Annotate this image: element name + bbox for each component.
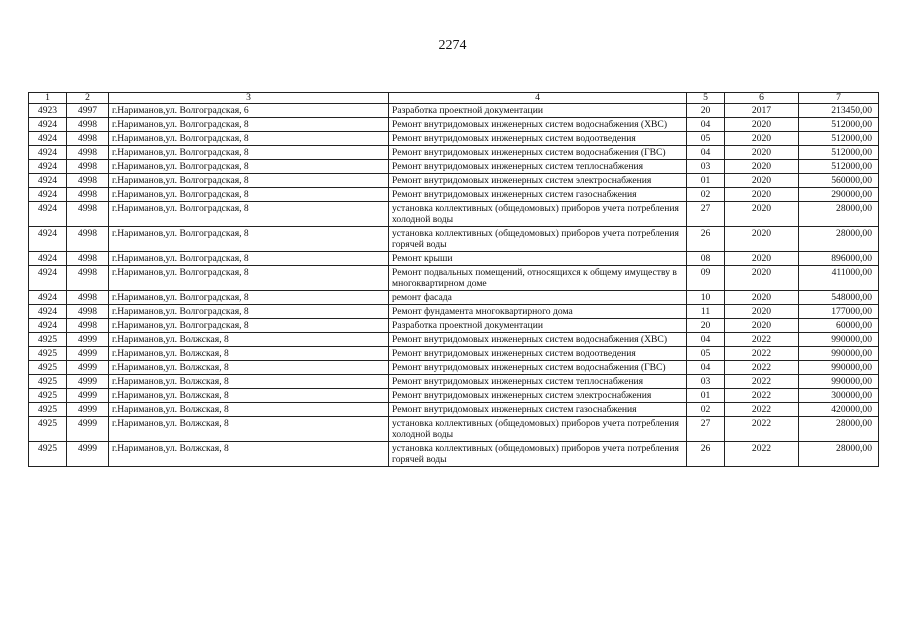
house-id-cell: 4998	[67, 319, 109, 333]
address-cell: г.Нариманов,ул. Волжская, 8	[109, 361, 389, 375]
year-cell: 2020	[725, 188, 799, 202]
work-type-cell: Ремонт внутридомовых инженерных систем водоснабжения (ГВС)	[389, 361, 687, 375]
table-body	[29, 104, 879, 467]
work-type-cell: Ремонт внутридомовых инженерных систем электроснабжения	[389, 174, 687, 188]
year-cell: 2022	[725, 333, 799, 347]
cost-cell: 512000,00	[799, 118, 879, 132]
work-code-cell: 04	[687, 118, 725, 132]
cost-cell: 213450,00	[799, 104, 879, 118]
address-cell: г.Нариманов,ул. Волгоградская, 8	[109, 305, 389, 319]
address-cell: г.Нариманов,ул. Волгоградская, 8	[109, 118, 389, 132]
house-id-cell: 4998	[67, 160, 109, 174]
cost-cell: 990000,00	[799, 375, 879, 389]
house-id-cell: 4999	[67, 442, 109, 467]
work-code-cell: 02	[687, 403, 725, 417]
work-code-cell: 03	[687, 160, 725, 174]
row-index-cell: 4924	[29, 174, 67, 188]
work-code-cell: 05	[687, 132, 725, 146]
row-index-cell: 4925	[29, 389, 67, 403]
cost-cell: 28000,00	[799, 442, 879, 467]
table-row	[29, 252, 879, 266]
year-cell: 2020	[725, 252, 799, 266]
address-cell: г.Нариманов,ул. Волжская, 8	[109, 333, 389, 347]
header-row	[29, 93, 879, 104]
cost-cell: 60000,00	[799, 319, 879, 333]
house-id-cell: 4997	[67, 104, 109, 118]
table-row	[29, 389, 879, 403]
work-type-cell: Ремонт внутридомовых инженерных систем теплоснабжения	[389, 375, 687, 389]
cost-cell: 990000,00	[799, 361, 879, 375]
year-cell: 2022	[725, 347, 799, 361]
table-row	[29, 403, 879, 417]
cost-cell: 177000,00	[799, 305, 879, 319]
row-index-cell: 4925	[29, 417, 67, 442]
work-code-cell: 27	[687, 417, 725, 442]
cost-cell: 990000,00	[799, 347, 879, 361]
address-cell: г.Нариманов,ул. Волгоградская, 8	[109, 252, 389, 266]
table-row	[29, 319, 879, 333]
work-code-cell: 04	[687, 361, 725, 375]
row-index-cell: 4924	[29, 146, 67, 160]
address-cell: г.Нариманов,ул. Волжская, 8	[109, 403, 389, 417]
table-row	[29, 174, 879, 188]
house-id-cell: 4998	[67, 146, 109, 160]
work-type-cell: Ремонт внутридомовых инженерных систем электроснабжения	[389, 389, 687, 403]
table-row	[29, 305, 879, 319]
address-cell: г.Нариманов,ул. Волгоградская, 6	[109, 104, 389, 118]
cost-cell: 300000,00	[799, 389, 879, 403]
house-id-cell: 4998	[67, 305, 109, 319]
row-index-cell: 4924	[29, 252, 67, 266]
year-cell: 2020	[725, 132, 799, 146]
row-index-cell: 4924	[29, 160, 67, 174]
table-row	[29, 375, 879, 389]
house-id-cell: 4998	[67, 132, 109, 146]
address-cell: г.Нариманов,ул. Волгоградская, 8	[109, 266, 389, 291]
work-type-cell: Ремонт внутридомовых инженерных систем газоснабжения	[389, 403, 687, 417]
year-cell: 2020	[725, 174, 799, 188]
work-type-cell: Ремонт внутридомовых инженерных систем газоснабжения	[389, 188, 687, 202]
year-cell: 2020	[725, 160, 799, 174]
row-index-cell: 4925	[29, 442, 67, 467]
row-index-cell: 4925	[29, 333, 67, 347]
work-code-cell: 04	[687, 333, 725, 347]
year-cell: 2020	[725, 118, 799, 132]
work-code-cell: 10	[687, 291, 725, 305]
work-type-cell: Ремонт внутридомовых инженерных систем водоснабжения (ХВС)	[389, 118, 687, 132]
work-code-cell: 27	[687, 202, 725, 227]
house-id-cell: 4999	[67, 389, 109, 403]
table-row	[29, 291, 879, 305]
address-cell: г.Нариманов,ул. Волжская, 8	[109, 375, 389, 389]
address-cell: г.Нариманов,ул. Волгоградская, 8	[109, 174, 389, 188]
house-id-cell: 4999	[67, 403, 109, 417]
house-id-cell: 4998	[67, 174, 109, 188]
year-cell: 2020	[725, 266, 799, 291]
table-row	[29, 227, 879, 252]
cost-cell: 28000,00	[799, 227, 879, 252]
row-index-cell: 4924	[29, 132, 67, 146]
address-cell: г.Нариманов,ул. Волгоградская, 8	[109, 202, 389, 227]
year-cell: 2022	[725, 417, 799, 442]
row-index-cell: 4925	[29, 361, 67, 375]
column-header: 5	[687, 93, 725, 104]
address-cell: г.Нариманов,ул. Волгоградская, 8	[109, 160, 389, 174]
row-index-cell: 4925	[29, 375, 67, 389]
work-type-cell: Ремонт подвальных помещений, относящихся к общему имуществу в многоквартирном доме	[389, 266, 687, 291]
cost-cell: 560000,00	[799, 174, 879, 188]
address-cell: г.Нариманов,ул. Волжская, 8	[109, 442, 389, 467]
table-row	[29, 442, 879, 467]
row-index-cell: 4925	[29, 403, 67, 417]
cost-cell: 28000,00	[799, 417, 879, 442]
table-row	[29, 146, 879, 160]
work-code-cell: 20	[687, 104, 725, 118]
house-id-cell: 4998	[67, 227, 109, 252]
cost-cell: 290000,00	[799, 188, 879, 202]
work-type-cell: Ремонт фундамента многоквартирного дома	[389, 305, 687, 319]
work-type-cell: Ремонт внутридомовых инженерных систем теплоснабжения	[389, 160, 687, 174]
house-id-cell: 4999	[67, 417, 109, 442]
table-row	[29, 347, 879, 361]
row-index-cell: 4924	[29, 305, 67, 319]
cost-cell: 512000,00	[799, 132, 879, 146]
work-type-cell: Ремонт внутридомовых инженерных систем водоснабжения (ГВС)	[389, 146, 687, 160]
work-code-cell: 26	[687, 227, 725, 252]
address-cell: г.Нариманов,ул. Волгоградская, 8	[109, 146, 389, 160]
work-code-cell: 09	[687, 266, 725, 291]
work-type-cell: Ремонт внутридомовых инженерных систем водоотведения	[389, 347, 687, 361]
house-id-cell: 4999	[67, 375, 109, 389]
address-cell: г.Нариманов,ул. Волжская, 8	[109, 417, 389, 442]
column-header: 1	[29, 93, 67, 104]
year-cell: 2017	[725, 104, 799, 118]
column-header: 7	[799, 93, 879, 104]
cost-cell: 896000,00	[799, 252, 879, 266]
house-id-cell: 4999	[67, 361, 109, 375]
work-code-cell: 20	[687, 319, 725, 333]
address-cell: г.Нариманов,ул. Волгоградская, 8	[109, 227, 389, 252]
work-type-cell: установка коллективных (общедомовых) приборов учета потребления холодной воды	[389, 417, 687, 442]
work-code-cell: 11	[687, 305, 725, 319]
house-id-cell: 4999	[67, 333, 109, 347]
house-id-cell: 4998	[67, 118, 109, 132]
cost-cell: 512000,00	[799, 146, 879, 160]
house-id-cell: 4998	[67, 291, 109, 305]
year-cell: 2022	[725, 361, 799, 375]
work-type-cell: Разработка проектной документации	[389, 104, 687, 118]
row-index-cell: 4925	[29, 347, 67, 361]
work-code-cell: 05	[687, 347, 725, 361]
cost-cell: 420000,00	[799, 403, 879, 417]
work-type-cell: установка коллективных (общедомовых) приборов учета потребления горячей воды	[389, 227, 687, 252]
table-row	[29, 361, 879, 375]
year-cell: 2020	[725, 291, 799, 305]
work-type-cell: Ремонт крыши	[389, 252, 687, 266]
address-cell: г.Нариманов,ул. Волжская, 8	[109, 389, 389, 403]
year-cell: 2022	[725, 375, 799, 389]
cost-cell: 990000,00	[799, 333, 879, 347]
cost-cell: 512000,00	[799, 160, 879, 174]
column-header: 3	[109, 93, 389, 104]
page-number: 2274	[438, 38, 467, 53]
year-cell: 2020	[725, 227, 799, 252]
cost-cell: 411000,00	[799, 266, 879, 291]
year-cell: 2022	[725, 442, 799, 467]
row-index-cell: 4924	[29, 319, 67, 333]
work-code-cell: 01	[687, 389, 725, 403]
table-row	[29, 132, 879, 146]
row-index-cell: 4924	[29, 291, 67, 305]
year-cell: 2020	[725, 305, 799, 319]
work-code-cell: 03	[687, 375, 725, 389]
house-id-cell: 4999	[67, 347, 109, 361]
work-code-cell: 04	[687, 146, 725, 160]
row-index-cell: 4923	[29, 104, 67, 118]
table-row	[29, 266, 879, 291]
work-type-cell: Ремонт внутридомовых инженерных систем водоснабжения (ХВС)	[389, 333, 687, 347]
table-row	[29, 118, 879, 132]
house-id-cell: 4998	[67, 202, 109, 227]
work-type-cell: Разработка проектной документации	[389, 319, 687, 333]
year-cell: 2020	[725, 146, 799, 160]
work-type-cell: ремонт фасада	[389, 291, 687, 305]
year-cell: 2020	[725, 202, 799, 227]
table-row	[29, 333, 879, 347]
cost-cell: 548000,00	[799, 291, 879, 305]
work-code-cell: 01	[687, 174, 725, 188]
row-index-cell: 4924	[29, 227, 67, 252]
address-cell: г.Нариманов,ул. Волгоградская, 8	[109, 319, 389, 333]
house-id-cell: 4998	[67, 266, 109, 291]
work-type-cell: установка коллективных (общедомовых) приборов учета потребления горячей воды	[389, 442, 687, 467]
table-row	[29, 417, 879, 442]
column-header: 2	[67, 93, 109, 104]
row-index-cell: 4924	[29, 266, 67, 291]
address-cell: г.Нариманов,ул. Волгоградская, 8	[109, 291, 389, 305]
work-type-cell: установка коллективных (общедомовых) приборов учета потребления холодной воды	[389, 202, 687, 227]
column-header: 4	[389, 93, 687, 104]
work-code-cell: 08	[687, 252, 725, 266]
table-row	[29, 104, 879, 118]
address-cell: г.Нариманов,ул. Волжская, 8	[109, 347, 389, 361]
table-row	[29, 160, 879, 174]
repair-schedule-table	[28, 92, 879, 467]
year-cell: 2020	[725, 319, 799, 333]
row-index-cell: 4924	[29, 202, 67, 227]
work-type-cell: Ремонт внутридомовых инженерных систем водоотведения	[389, 132, 687, 146]
year-cell: 2022	[725, 403, 799, 417]
house-id-cell: 4998	[67, 188, 109, 202]
column-header: 6	[725, 93, 799, 104]
work-code-cell: 26	[687, 442, 725, 467]
address-cell: г.Нариманов,ул. Волгоградская, 8	[109, 188, 389, 202]
row-index-cell: 4924	[29, 118, 67, 132]
work-code-cell: 02	[687, 188, 725, 202]
address-cell: г.Нариманов,ул. Волгоградская, 8	[109, 132, 389, 146]
table-row	[29, 188, 879, 202]
row-index-cell: 4924	[29, 188, 67, 202]
cost-cell: 28000,00	[799, 202, 879, 227]
year-cell: 2022	[725, 389, 799, 403]
house-id-cell: 4998	[67, 252, 109, 266]
table-row	[29, 202, 879, 227]
